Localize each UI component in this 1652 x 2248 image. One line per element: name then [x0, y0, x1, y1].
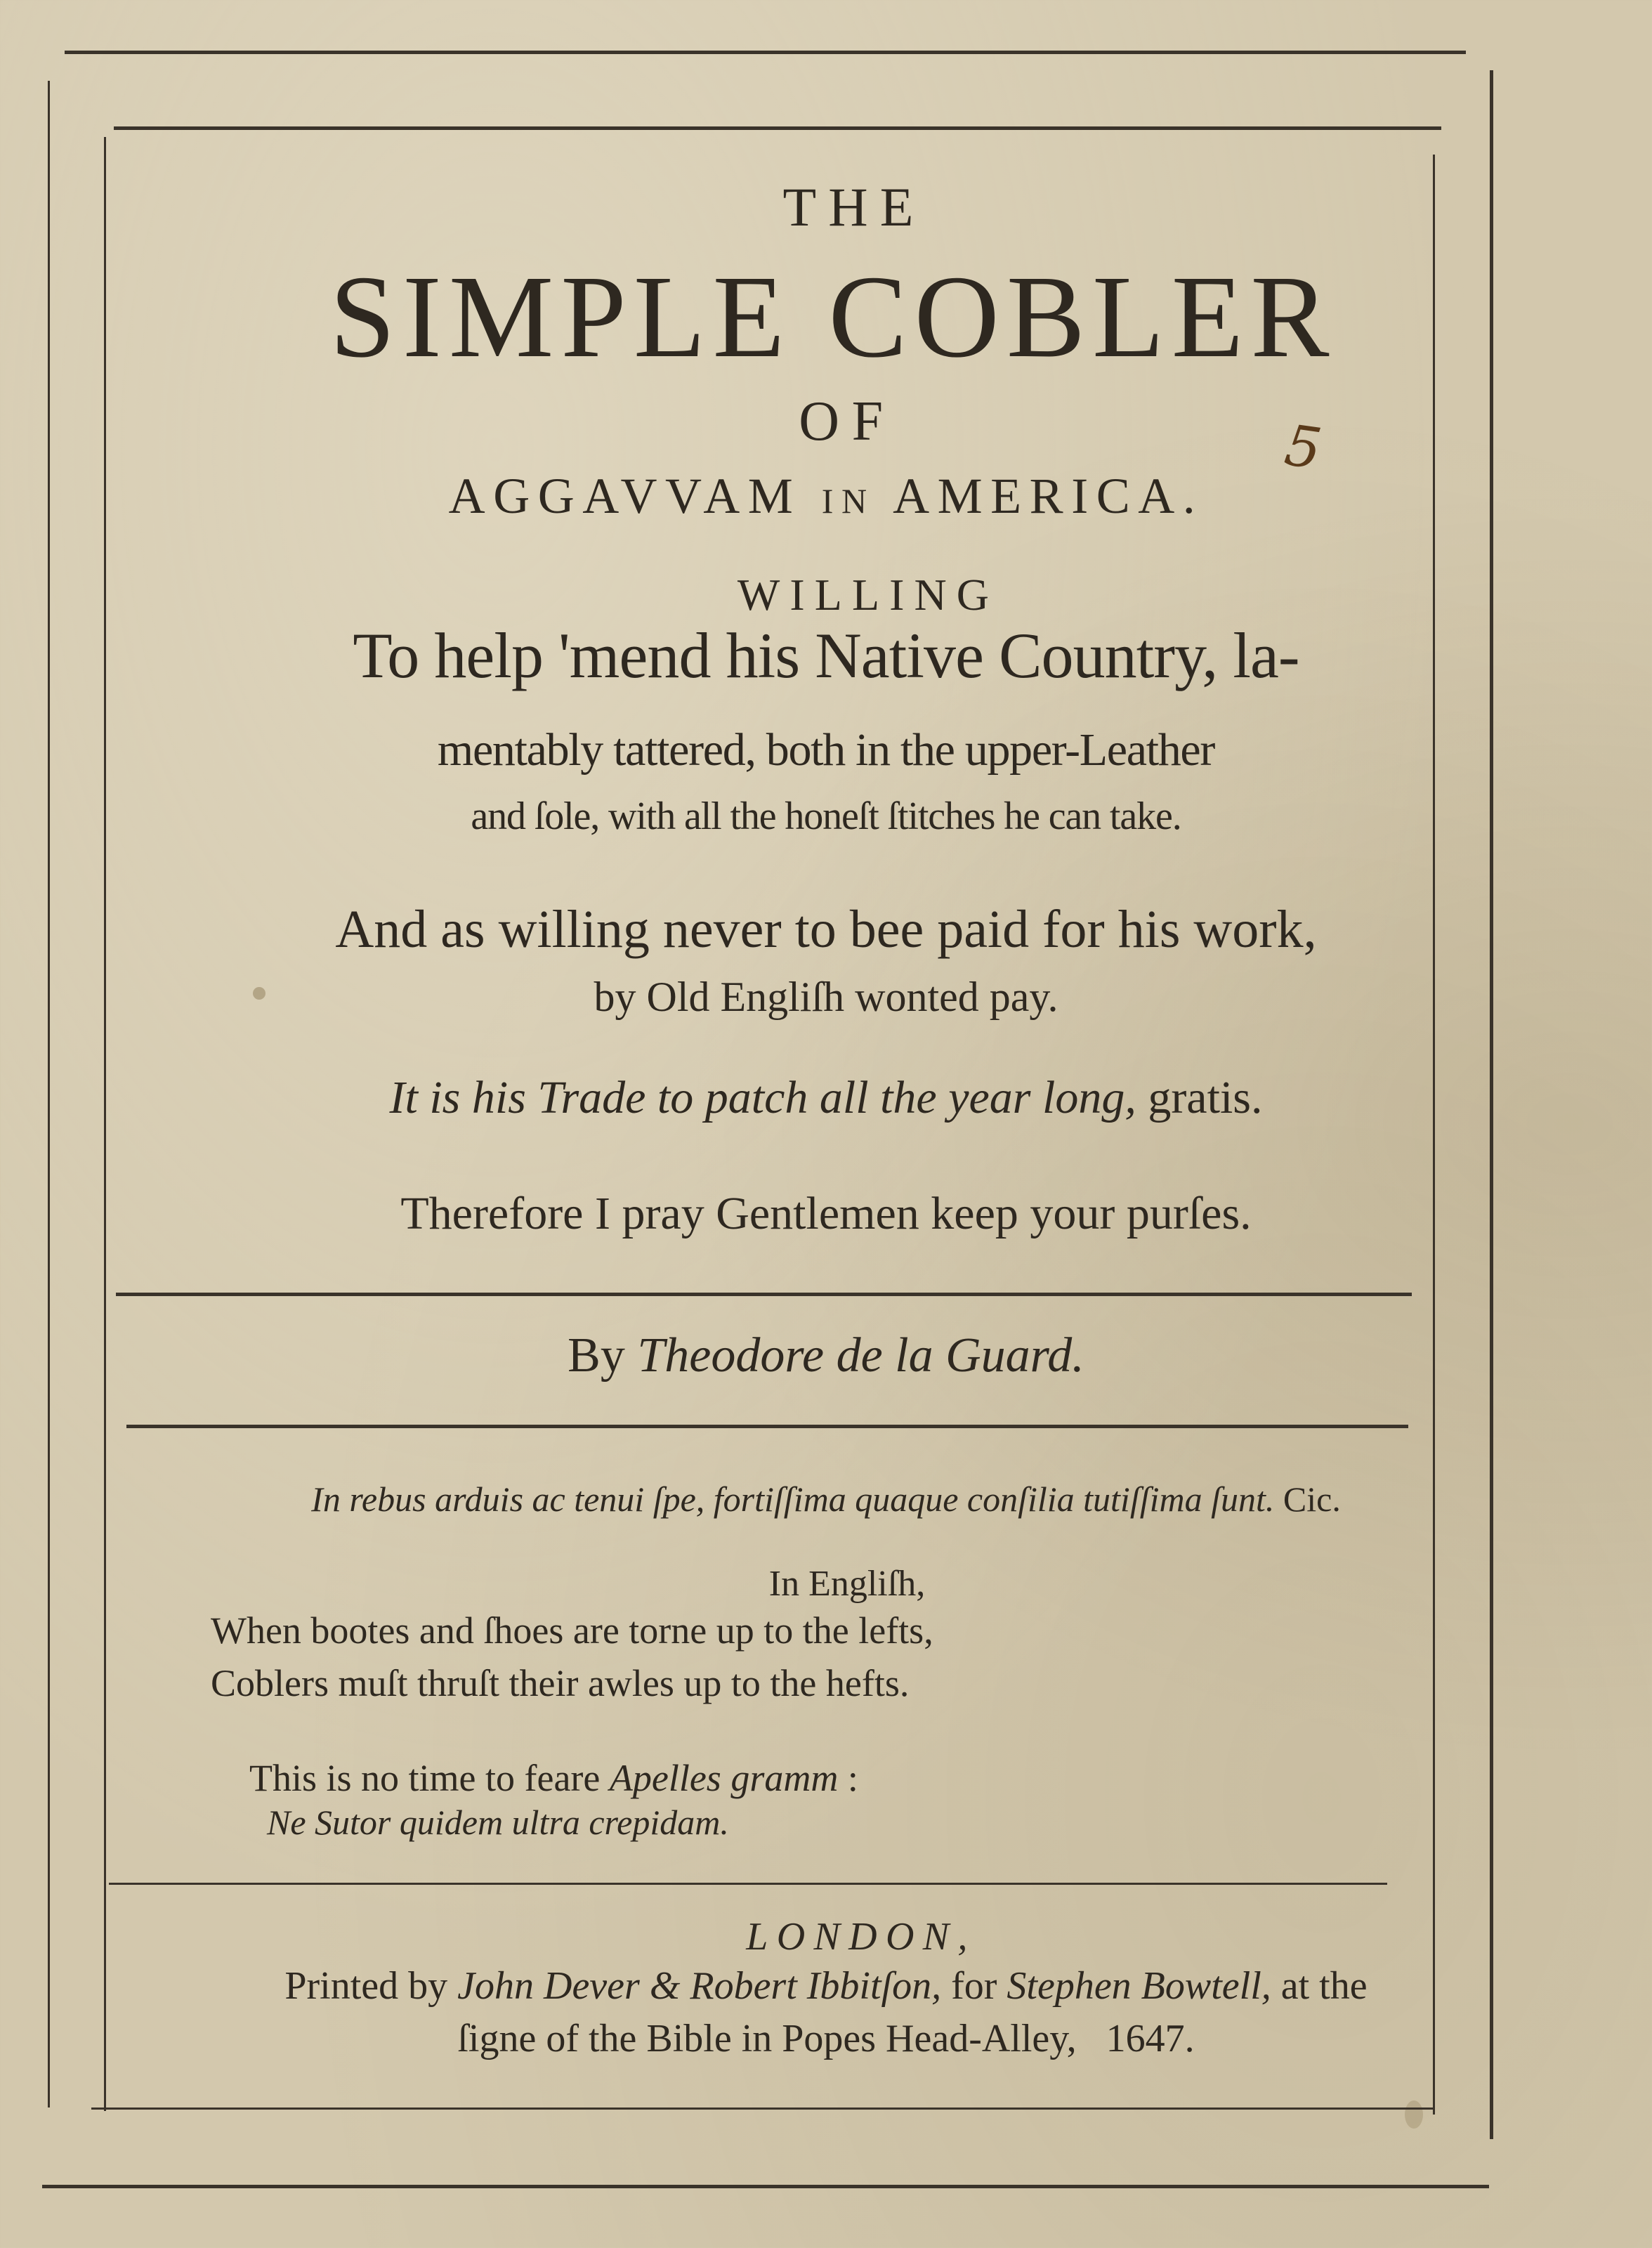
willing-line-3: and ſole, with all the honeſt ſtitches he can take. [471, 795, 1181, 838]
apelles-line-1 [249, 1756, 858, 1800]
apelles-line-1-roman: This is no time to feare [249, 1757, 610, 1799]
author-line [0, 1328, 1652, 1384]
title-place: AGGAVVAM in AMERICA. [448, 468, 1204, 524]
imprint-at-the: at the [1271, 1964, 1368, 2008]
author-by: By [568, 1328, 638, 1383]
trade-line-gratis: gratis. [1136, 1072, 1263, 1123]
latin-epigraph-text: In rebus arduis ac tenui ſpe, fortiſſima quaque conſilia tutiſſima ſunt. [311, 1479, 1275, 1519]
imprint-address: ſigne of the Bible in Popes Head-Alley, [457, 2017, 1077, 2060]
trade-line [0, 1071, 1652, 1125]
verse-line-1: When bootes and ſhoes are torne up to the lefts, [211, 1609, 933, 1652]
author-name: Theodore de la Guard. [637, 1328, 1084, 1383]
apelles-line-2: Ne Sutor quidem ultra crepidam. [267, 1803, 729, 1842]
title-the: THE [782, 176, 926, 237]
inner-frame-bottom-rule [91, 2108, 1433, 2110]
author-bottom-rule [126, 1425, 1408, 1428]
willing-line-2: mentably tattered, both in the upper-Leather [437, 724, 1215, 776]
imprint-city: LONDON, [746, 1915, 976, 1959]
imprint-for: for [941, 1964, 1007, 2008]
pay-line-1: And as willing never to bee paid for his work, [335, 900, 1317, 959]
imprint-line-2 [0, 2016, 1652, 2061]
apelles-line-1-end: : [838, 1757, 858, 1799]
inner-frame-top-rule [114, 126, 1441, 130]
apelles-line-1-italic: Apelles gramm [609, 1757, 839, 1799]
imprint-top-rule [109, 1883, 1387, 1885]
willing-heading: WILLING [737, 570, 999, 620]
imprint-bookseller: Stephen Bowtell, [1007, 1964, 1271, 2008]
outer-frame-top-rule [65, 51, 1466, 54]
title-of: OF [799, 391, 896, 452]
in-english-label: In Engliſh, [768, 1564, 926, 1604]
main-title: SIMPLE COBLER [329, 251, 1337, 382]
author-top-rule [116, 1293, 1412, 1296]
trade-line-italic: It is his Trade to patch all the year long, [389, 1072, 1136, 1123]
imprint-printers: John Dever & Robert Ibbitſon, [457, 1964, 942, 2008]
outer-frame-bottom-rule [42, 2185, 1489, 2188]
imprint-printed-by: Printed by [284, 1964, 458, 2008]
handwritten-annotation: 5 [1280, 412, 1326, 483]
latin-epigraph [0, 1479, 1652, 1520]
paper-stain [1405, 2100, 1423, 2129]
imprint-line-1 [0, 1963, 1652, 2008]
pay-line-2: by Old Engliſh wonted pay. [594, 974, 1058, 1020]
purses-line: Therefore I pray Gentlemen keep your purſes. [400, 1188, 1252, 1239]
willing-line-1: To help 'mend his Native Country, la- [353, 620, 1299, 691]
imprint-year: 1647. [1106, 2017, 1195, 2060]
verse-line-2: Coblers muſt thruſt their awles up to the hefts. [211, 1662, 910, 1704]
latin-epigraph-source: Cic. [1283, 1479, 1341, 1519]
